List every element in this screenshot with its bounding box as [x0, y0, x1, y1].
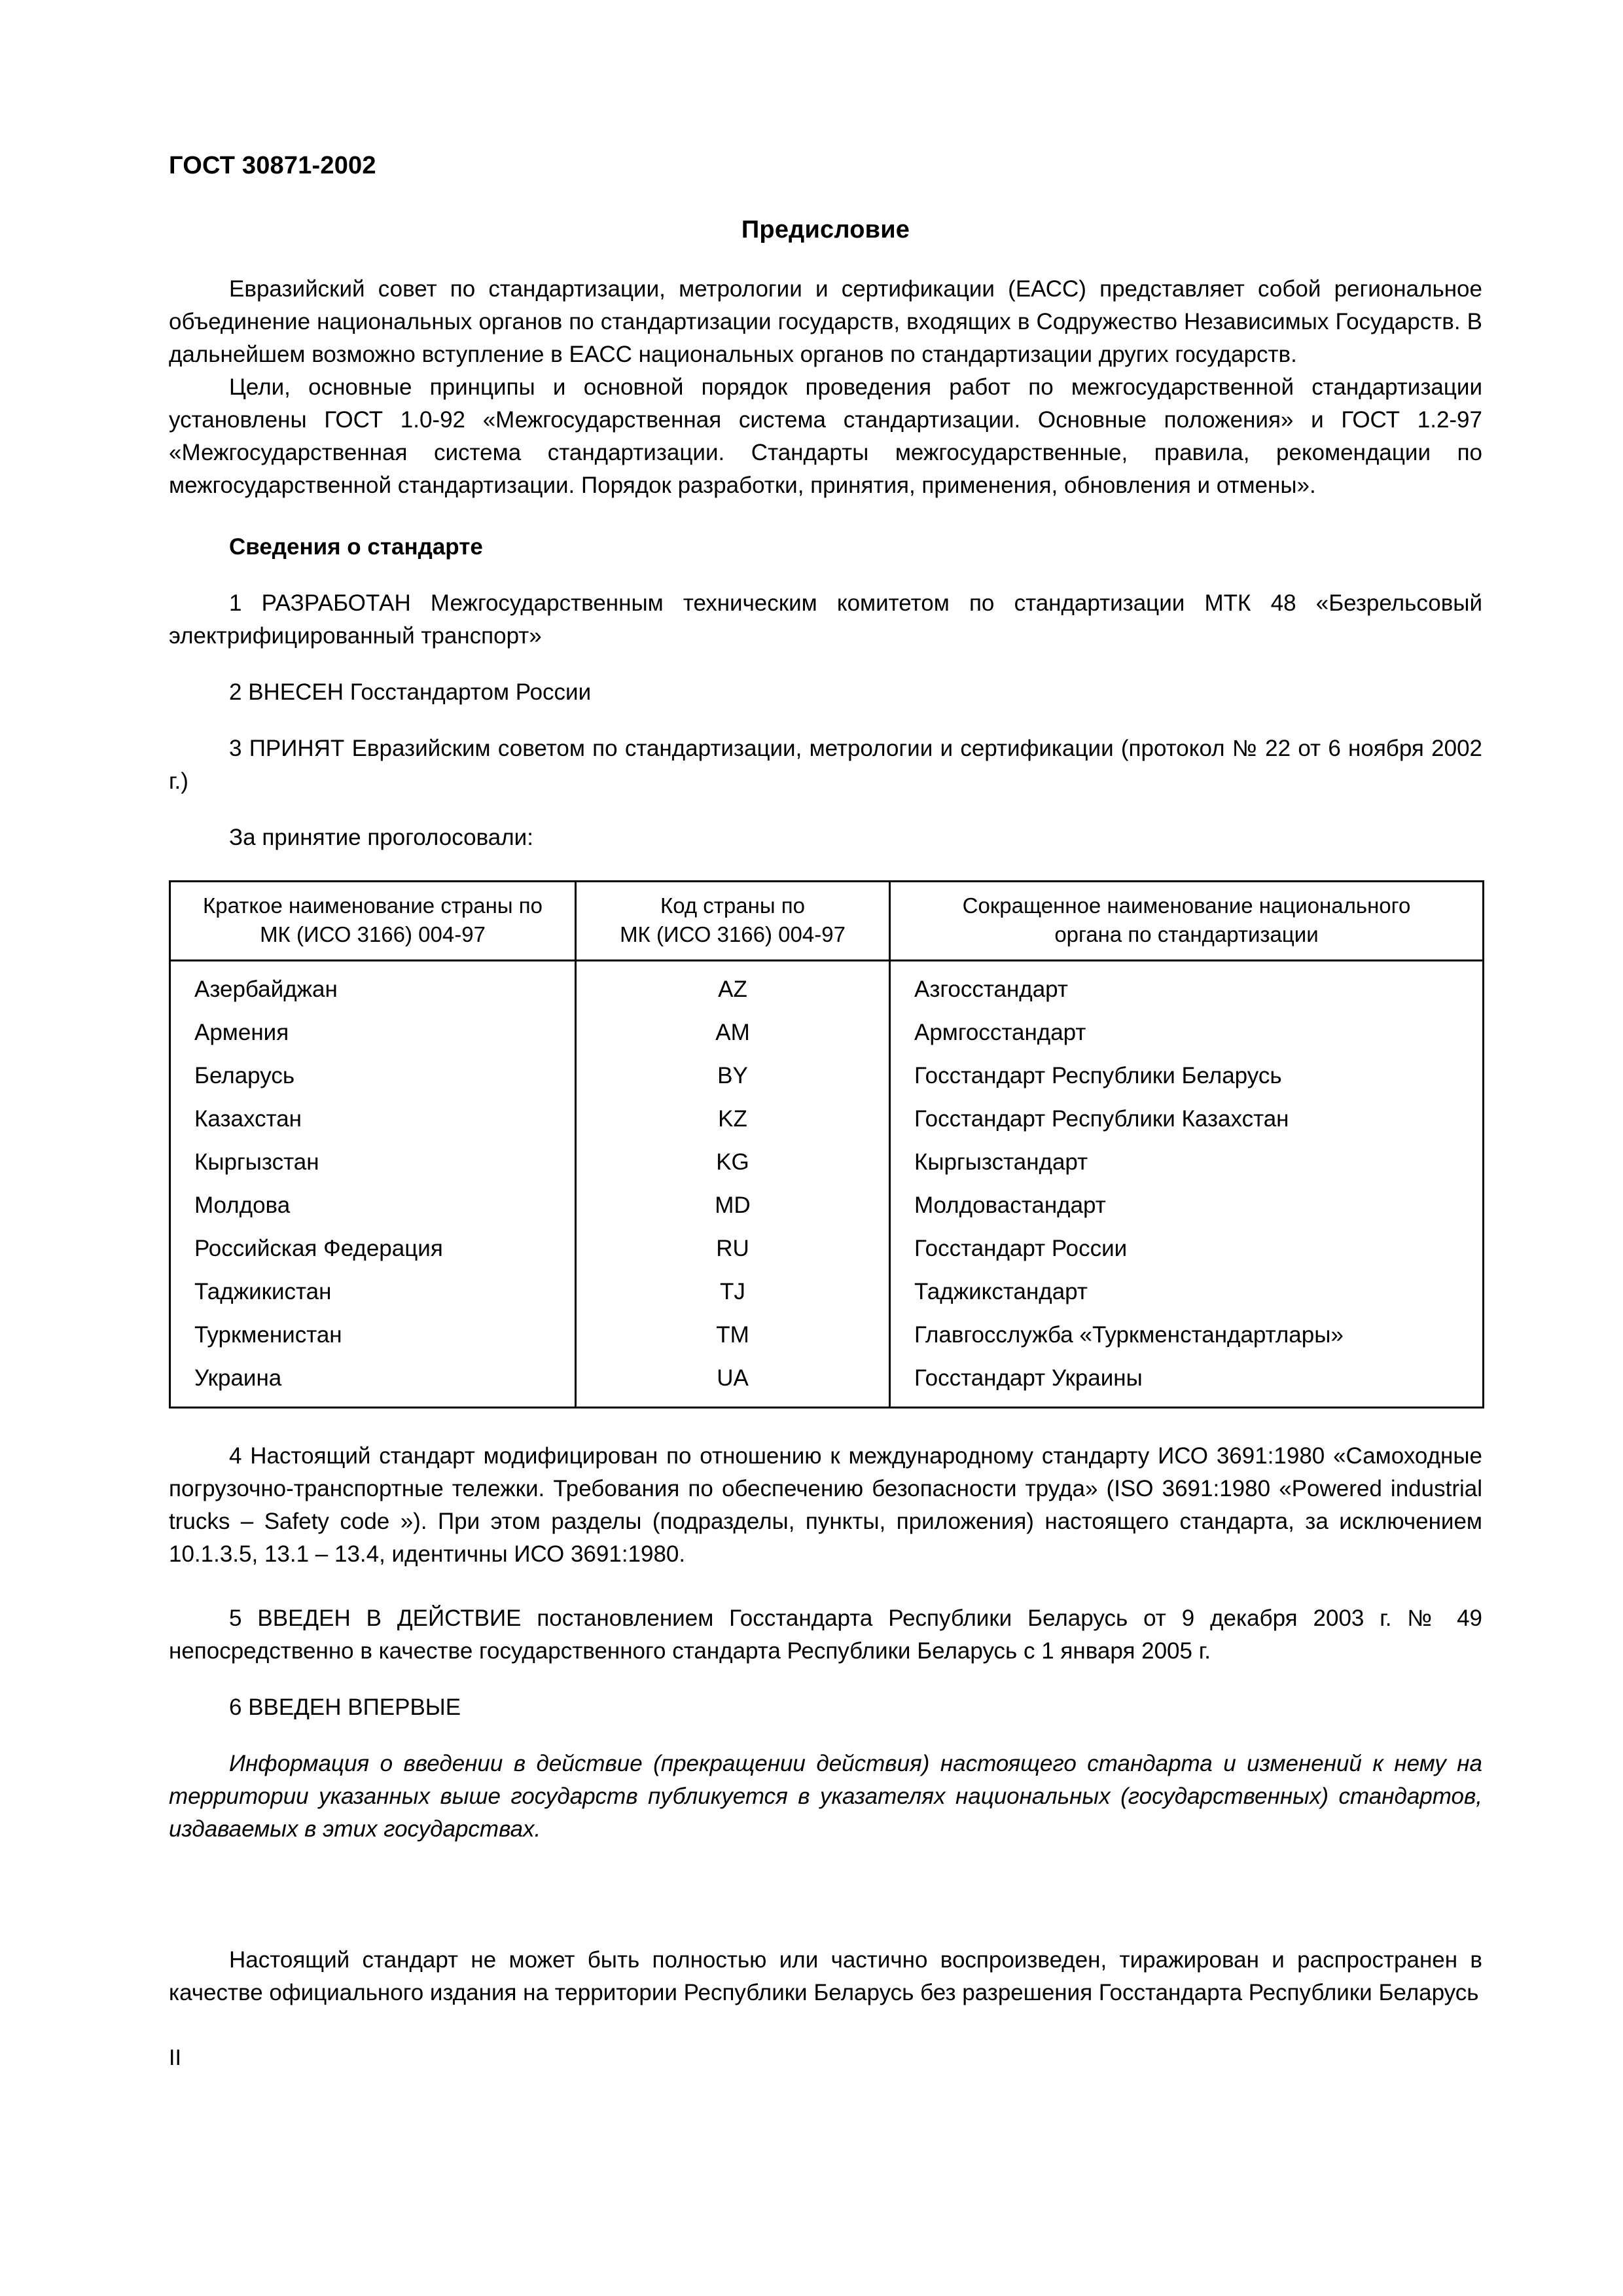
- standard-info-subheading: Сведения о стандарте: [229, 534, 483, 560]
- table-row: [170, 1357, 1484, 1408]
- cell-country: Беларусь: [170, 1054, 576, 1098]
- cell-code: TM: [576, 1314, 890, 1357]
- column-header-code-line2: МК (ИСО 3166) 004-97: [620, 922, 846, 946]
- cell-body: Госстандарт Республики Казахстан: [890, 1098, 1484, 1141]
- foreword-paragraph-1: Евразийский совет по стандартизации, метрологии и сертификации (ЕАСС) представляет собой региональное объединение национальных органов по стандартизации государств, входящих в Содружество Независимых Государств. В дальнейшем возможно вступление в ЕАСС национальных органов по стандартизации других государств.: [169, 276, 1482, 367]
- cell-code: KZ: [576, 1098, 890, 1141]
- cell-country: Кыргызстан: [170, 1141, 576, 1184]
- column-header-country-line1: Краткое наименование страны по: [203, 893, 543, 918]
- table-row: [170, 1184, 1484, 1227]
- cell-code: AZ: [576, 961, 890, 1012]
- standard-info-italic-note: Информация о введении в действие (прекращении действия) настоящего стандарта и изменений к нему на территории указанных выше государств публикуется в указателях национальных (государственных) стандартов, издаваемых в этих государствах.: [169, 1751, 1482, 1842]
- cell-body: Таджикстандарт: [890, 1270, 1484, 1314]
- cell-body: Госстандарт Республики Беларусь: [890, 1054, 1484, 1098]
- standard-info-item-3: 3 ПРИНЯТ Евразийским советом по стандартизации, метрологии и сертификации (протокол № 22 от 6 ноября 2002 г.): [169, 736, 1482, 794]
- page-title: Предисловие: [741, 216, 910, 243]
- cell-body: Молдовастандарт: [890, 1184, 1484, 1227]
- cell-country: Молдова: [170, 1184, 576, 1227]
- table-header-row: [170, 882, 1484, 961]
- standard-info-item-4: 4 Настоящий стандарт модифицирован по отношению к международному стандарту ИСО 3691:1980 «Самоходные погрузочно-транспортные тележки. Требования по обеспечению безопасности труда» (ISO 3691:1980 «Powered industrial trucks – Safety code »). При этом разделы (подразделы, пункты, приложения) настоящего стандарта, за исключением 10.1.3.5, 13.1 – 13.4, идентичны ИСО 3691:1980.: [169, 1443, 1482, 1567]
- page-number: II: [169, 2045, 181, 2070]
- cell-body: Азгосстандарт: [890, 961, 1484, 1012]
- cell-code: RU: [576, 1227, 890, 1270]
- foreword-paragraph-2: Цели, основные принципы и основной порядок проведения работ по межгосударственной стандартизации установлены ГОСТ 1.0-92 «Межгосударственная система стандартизации. Основные положения» и ГОСТ 1.2-97 «Межгосударственная система стандартизации. Стандарты межгосударственные, правила, рекомендации по межгосударственной стандартизации. Порядок разработки, принятия, применения, обновления и отмены».: [169, 374, 1482, 498]
- cell-country: Таджикистан: [170, 1270, 576, 1314]
- column-header-code-line1: Код страны по: [660, 893, 805, 918]
- cell-code: AM: [576, 1011, 890, 1054]
- table-row: [170, 1270, 1484, 1314]
- table-row: [170, 1141, 1484, 1184]
- cell-country: Казахстан: [170, 1098, 576, 1141]
- cell-code: BY: [576, 1054, 890, 1098]
- column-header-country-line2: МК (ИСО 3166) 004-97: [260, 922, 486, 946]
- table-row: [170, 1011, 1484, 1054]
- cell-country: Армения: [170, 1011, 576, 1054]
- column-header-body-line1: Сокращенное наименование национального: [962, 893, 1411, 918]
- table-row: [170, 1314, 1484, 1357]
- voting-countries-table-body: [170, 961, 1484, 1408]
- cell-body: Главгосслужба «Туркменстандартлары»: [890, 1314, 1484, 1357]
- cell-code: KG: [576, 1141, 890, 1184]
- cell-country: Украина: [170, 1357, 576, 1408]
- copyright-note: Настоящий стандарт не может быть полностью или частично воспроизведен, тиражирован и распространен в качестве официального издания на территории Республики Беларусь без разрешения Госстандарта Республики Беларусь: [169, 1947, 1482, 2005]
- standard-info-item-1: 1 РАЗРАБОТАН Межгосударственным техническим комитетом по стандартизации МТК 48 «Безрельсовый электрифицированный транспорт»: [169, 590, 1482, 649]
- cell-code: TJ: [576, 1270, 890, 1314]
- standard-info-item-6: 6 ВВЕДЕН ВПЕРВЫЕ: [229, 1695, 461, 1720]
- table-row: [170, 1227, 1484, 1270]
- table-row: [170, 961, 1484, 1012]
- voting-countries-table: [169, 880, 1484, 1408]
- cell-body: Госстандарт Украины: [890, 1357, 1484, 1408]
- running-header-standard-number: ГОСТ 30871-2002: [169, 152, 376, 179]
- table-row: [170, 1054, 1484, 1098]
- standard-info-item-5: 5 ВВЕДЕН В ДЕЙСТВИЕ постановлением Госстандарта Республики Беларусь от 9 декабря 2003 г. № 49 непосредственно в качестве государственного стандарта Республики Беларусь с 1 января 2005 г.: [169, 1605, 1482, 1664]
- cell-code: MD: [576, 1184, 890, 1227]
- cell-body: Кыргызстандарт: [890, 1141, 1484, 1184]
- cell-code: UA: [576, 1357, 890, 1408]
- document-content: [169, 216, 1482, 2009]
- column-header-code: [576, 882, 890, 961]
- cell-country: Российская Федерация: [170, 1227, 576, 1270]
- cell-body: Госстандарт России: [890, 1227, 1484, 1270]
- table-row: [170, 1098, 1484, 1141]
- standard-info-item-2: 2 ВНЕСЕН Госстандартом России: [229, 679, 592, 705]
- column-header-body: [890, 882, 1484, 961]
- cell-country: Туркменистан: [170, 1314, 576, 1357]
- column-header-body-line2: органа по стандартизации: [1054, 922, 1319, 946]
- vote-intro-text: За принятие проголосовали:: [229, 825, 533, 850]
- cell-country: Азербайджан: [170, 961, 576, 1012]
- column-header-country: [170, 882, 576, 961]
- cell-body: Армгосстандарт: [890, 1011, 1484, 1054]
